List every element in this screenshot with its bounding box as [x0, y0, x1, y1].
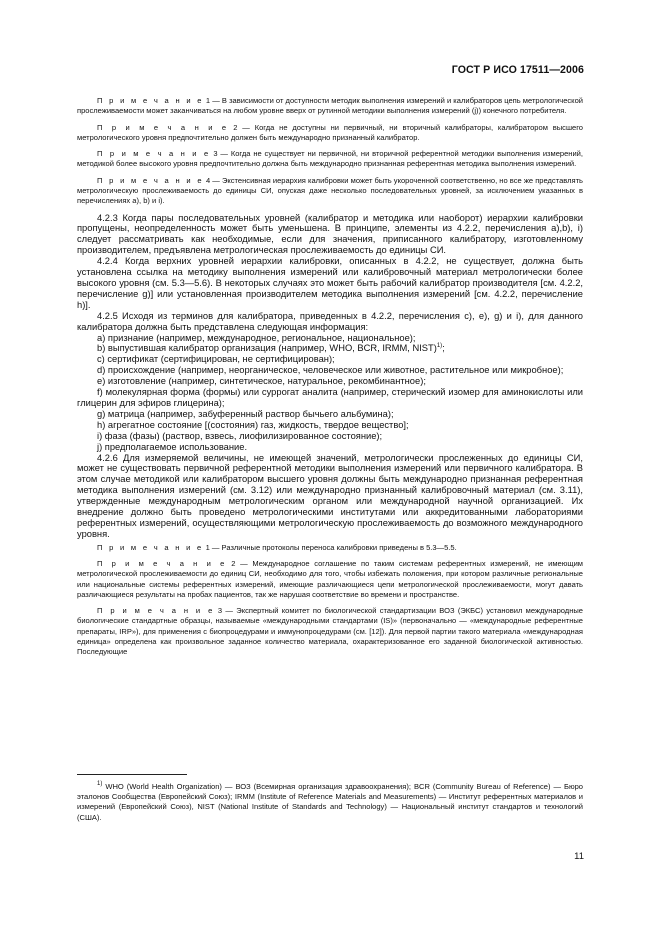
list-item-g: g) матрица (например, забуференный раствор бычьего альбумина);	[97, 408, 394, 419]
paragraph-4-2-3: 4.2.3 Когда пары последовательных уровней (калибратор и методика или наоборот) иерархии калибровки пропущены, неопределенность может быть уменьшена. В принципе, элементы из 4.2.2, перечисления а),b), i) следует рассматривать как необходимые, если для значения, приписанного калибратору, изготовленному производителем, предъявлена метрологическая прослеживаемость до единицы СИ.	[77, 212, 583, 256]
footnote-marker: 1)	[97, 781, 103, 787]
footnote-divider	[77, 774, 187, 775]
note-label: П р и м е ч а н и е	[97, 559, 227, 569]
list-item-a: a) признание (например, международное, региональное, национальное);	[97, 332, 416, 343]
note-label: П р и м е ч а н и е	[97, 96, 204, 105]
list-item-e: e) изготовление (например, синтетическое, натуральное, рекомбинантное);	[97, 376, 426, 387]
list-item-b-text: b) выпустившая калибратор организация (например, WHO, BCR, IRMM, NIST)	[97, 343, 437, 354]
note-label: П р и м е ч а н и е	[97, 175, 204, 185]
note-text: 2 — Международное соглашение по таким системам референтных измерений, не имеющим метрологической прослеживаемости до единиц СИ, необходимо для того, чтобы избежать положения, при котором различные региональные или национальные системы референтных измерений, имеющие различающиеся цепи метрологической прослеживаемости, могут давать различающиеся результаты на пробах пациентов, так же нарушая соответствие во времени и пространстве.	[77, 559, 583, 599]
page-body	[77, 96, 583, 663]
page-number: 11	[574, 851, 584, 862]
note-text: 4 — Экстенсивная иерархия калибровки может быть укороченной соответственно, но все же представлять метрологическую прослеживаемость до единицы СИ, опуская даже несколько последовательных уровней, за исключением указанных в перечислениях а), b) и i).	[77, 175, 583, 206]
list-item-f: f) молекулярная форма (формы) или суррогат аналита (например, стерический изомер для аминокислоты или глицерин для эфиров глицерина);	[77, 387, 583, 408]
note-text: 2 — Когда не доступны ни первичный, ни вторичный калибраторы, калибратором высшего метрологического уровня предпочтительно должен быть международно признанный калибратор.	[77, 122, 583, 142]
note-text: 3 — Экспертный комитет по биологической стандартизации ВОЗ (ЭКБС) установил международные биологические стандартные образцы, называемые «международными стандартами (IS)» (первоначально — «международные референтные препараты, IRP»), для применения с биопроцедурами и иммунопроцедурами (см. [12]). Для первой партии такого материала «международная единица» определена как произвольное заданное количество материала, охарактеризованное его заданной биологической активностью. Последующие	[77, 606, 583, 656]
note-text: 1 — В зависимости от доступности методик выполнения измерений и калибраторов цепь метрологической прослеживаемости может заканчиваться на любом уровне вверх от рутинной методики выполнения измерений (j)) конечного потребителя.	[77, 96, 583, 116]
list-item-b-end: ;	[442, 343, 445, 354]
list-item-h: h) агрегатное состояние [(состояния) газ, жидкость, твердое вещество];	[97, 419, 409, 430]
note-top-2	[77, 123, 583, 143]
note-label: П р и м е ч а н и е	[97, 542, 204, 552]
paragraph-4-2-5: 4.2.5 Исходя из терминов для калибратора, приведенных в 4.2.2, перечисления c), e), g) и i), для данного калибратора должна быть представлена следующая информация:	[77, 310, 583, 332]
list-item-b	[77, 343, 583, 354]
standard-header: ГОСТ Р ИСО 17511—2006	[451, 64, 584, 76]
note-label: П р и м е ч а н и е	[97, 149, 211, 159]
note-top-4	[77, 176, 583, 207]
list-item-j: j) предполагаемое использование.	[97, 441, 248, 452]
note-bottom-1	[77, 543, 583, 553]
note-bottom-3	[77, 606, 583, 657]
note-text: 1 — Различные протоколы переноса калибровки приведены в 5.3—5.5.	[203, 542, 457, 552]
note-top-3	[77, 149, 583, 169]
paragraph-4-2-4: 4.2.4 Когда верхних уровней иерархии калибровки, описанных в 4.2.2, не существует, должна быть установлена ссылка на методику выполнения измерений или калибровочный материал метрологически более высокого уровня (см. 5.3—5.6). В некоторых случаях это может быть рабочий калибратор производителя [см. 4.2.2, перечисление g)] или установленная производителем методика выполнения измерений [см. 4.2.2, перечисление h)].	[77, 256, 583, 310]
note-label: П р и м е ч а н и е	[97, 122, 229, 132]
note-top-1	[77, 96, 583, 116]
paragraph-4-2-6: 4.2.6 Для измеряемой величины, не имеющей значений, метрологически прослеженных до единицы СИ, может не существовать первичной референтной методики выполнения измерений или первичного калибратора. В этом случае методикой или калибратором высшего уровня должны быть международно признанная референтная методика выполнения измерений (см. 3.12) или международно признанный калибровочный материал (см. 3.11), утвержденные международным метрологическим органом или международной научной организацией. Их внедрение должно быть проведено метрологическими институтами или аккредитованными лабораториями референтных измерений, осуществляющими метрологическую прослеживаемость до возможного международного уровня.	[77, 452, 583, 539]
list-item-d: d) происхождение (например, неорганическое, человеческое или животное, растительное или микробное);	[97, 365, 564, 376]
list-item-i: i) фаза (фазы) (раствор, взвесь, лиофилизированное состояние);	[97, 430, 383, 441]
footnote-ref: 1)	[436, 343, 443, 350]
note-text: 3 — Когда не существует ни первичной, ни вторичной референтной методики выполнения измерений, методикой более высокого уровня предпочтительно должна быть международно признанная референтная методика выполнения измерений.	[77, 149, 583, 169]
footnote	[77, 782, 583, 823]
note-bottom-2	[77, 559, 583, 600]
footnote-text: WHO (World Health Organization) — ВОЗ (Всемирная организация здравоохранения); BCR (Community Bureau of Reference) — Бюро эталонов Сообщества (Европейский Союз); IRMM (Institute of Reference Materials and Measurements) — Институт референтных материалов и измерений (Европейский Союз), NIST (National Institute of Standards and Technology) — Национальный институт стандартов и технологий (США).	[77, 782, 583, 822]
note-label: П р и м е ч а н и е	[97, 606, 215, 616]
list-item-c: c) сертификат (сертифицирован, не сертифицирован);	[97, 354, 335, 365]
